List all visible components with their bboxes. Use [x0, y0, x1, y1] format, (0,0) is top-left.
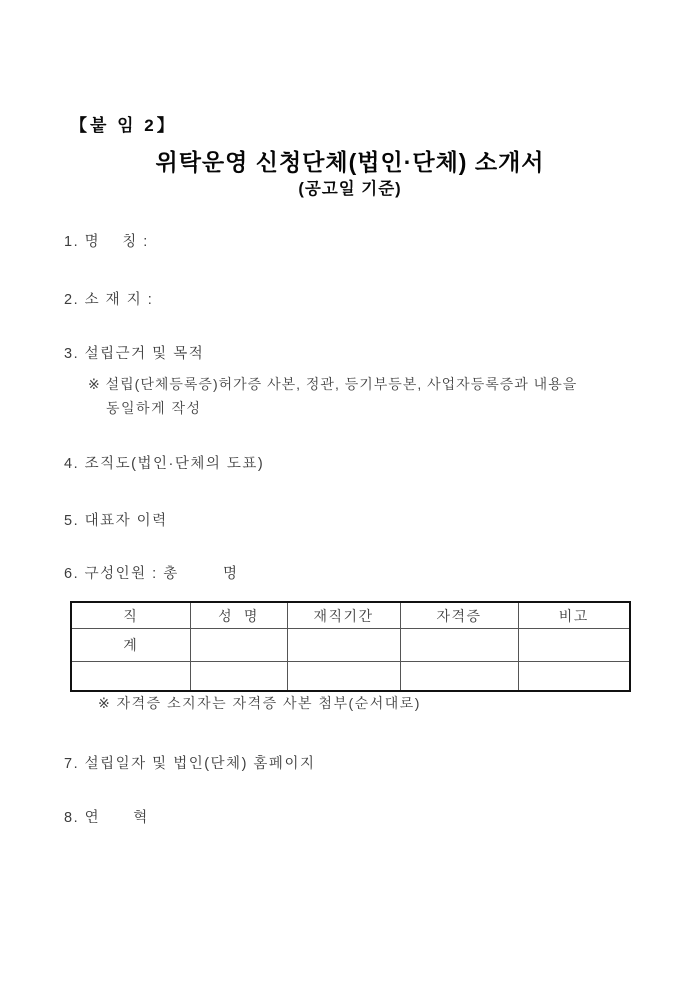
table-cell	[190, 629, 287, 662]
table-header-tenure: 재직기간	[287, 602, 400, 629]
table-row-blank	[71, 662, 630, 692]
item-4-org-chart: 4. 조직도(법인·단체의 도표)	[64, 456, 265, 472]
table-cell	[518, 662, 630, 692]
item-2-address: 2. 소 재 지 :	[64, 292, 154, 308]
members-table	[70, 601, 631, 692]
document-subtitle: (공고일 기준)	[298, 180, 402, 198]
item-3-note-line-2: 동일하게 작성	[106, 400, 202, 416]
item-5-representative: 5. 대표자 이력	[64, 513, 168, 529]
table-header-remarks: 비고	[518, 602, 630, 629]
table-header-row	[71, 602, 630, 629]
table-cell	[518, 629, 630, 662]
item-3-note-line-1: ※ 설립(단체등록증)허가증 사본, 정관, 등기부등본, 사업자등록증과 내용을	[88, 376, 578, 392]
table-cell: 계	[71, 629, 190, 662]
table-row-total	[71, 629, 630, 662]
table-cell	[400, 662, 518, 692]
table-cell	[71, 662, 190, 692]
table-cell	[287, 662, 400, 692]
item-3-basis-purpose: 3. 설립근거 및 목적	[64, 346, 205, 362]
table-cell	[287, 629, 400, 662]
table-header-position: 직	[71, 602, 190, 629]
item-6-members: 6. 구성인원 : 총 명	[64, 566, 239, 582]
table-header-license: 자격증	[400, 602, 518, 629]
item-7-founding-date-homepage: 7. 설립일자 및 법인(단체) 홈페이지	[64, 756, 316, 772]
table-footnote: ※ 자격증 소지자는 자격증 사본 첨부(순서대로)	[98, 695, 421, 711]
table-cell	[190, 662, 287, 692]
item-1-name: 1. 명 칭 :	[64, 234, 149, 250]
table-header-name: 성 명	[190, 602, 287, 629]
item-8-history: 8. 연 혁	[64, 810, 149, 826]
attachment-label: 【붙 임 2】	[70, 116, 177, 135]
table-cell	[400, 629, 518, 662]
document-title: 위탁운영 신청단체(법인·단체) 소개서	[155, 149, 545, 175]
